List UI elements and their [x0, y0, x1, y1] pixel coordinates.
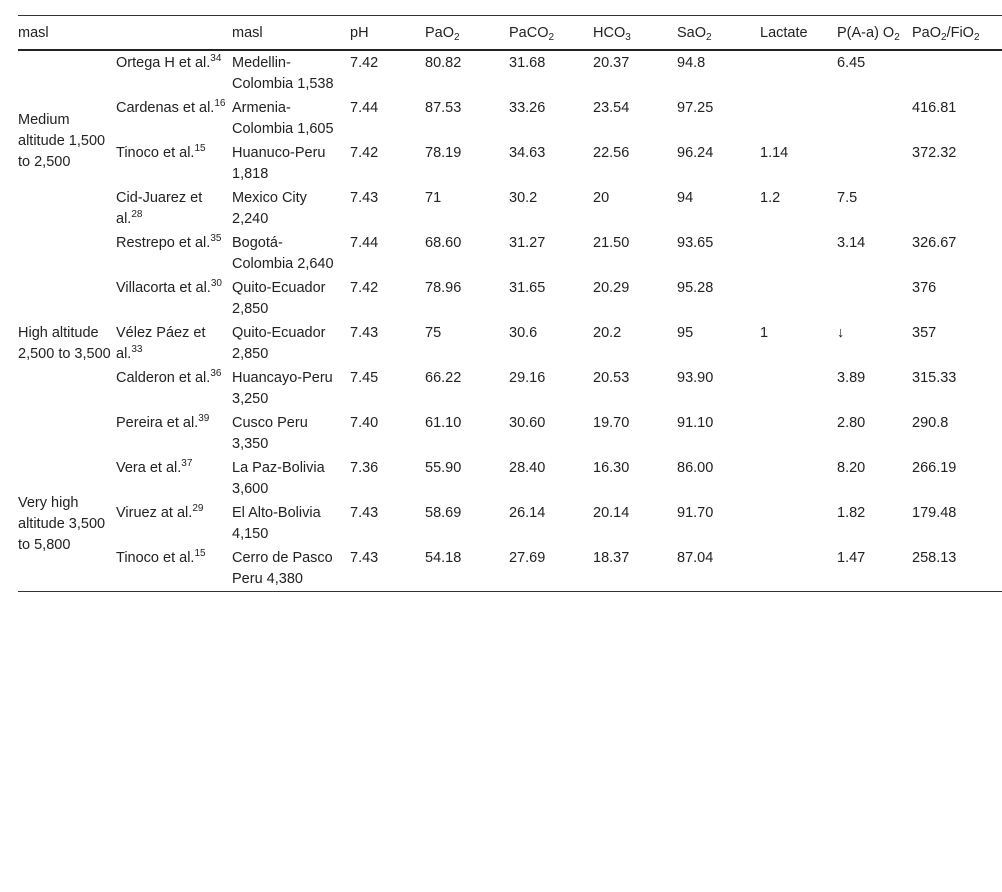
lactate-cell [754, 276, 831, 321]
table-row [18, 456, 1002, 501]
header-sao2: SaO$_2$ [677, 25, 712, 43]
study-cell: Ortega H et al.$^{34}$ [116, 53, 222, 71]
pao2-fio2-cell: 357 [912, 325, 937, 341]
lactate-cell [754, 366, 831, 411]
paa-o2-cell: 1.47 [837, 550, 866, 566]
pao2-fio2-cell [906, 50, 1002, 96]
paco2-cell: 29.16 [509, 370, 546, 386]
paa-o2-cell: 6.45 [837, 55, 866, 71]
ph-cell: 7.43 [350, 190, 379, 206]
paa-o2-cell: 8.20 [837, 460, 866, 476]
table-row [18, 366, 1002, 411]
header-hco3: $HCO_3$ [593, 25, 631, 43]
pao2-cell: 87.53 [425, 100, 462, 116]
sao2-cell: 87.04 [677, 550, 714, 566]
table-row [18, 501, 1002, 546]
lactate-cell [754, 50, 831, 96]
ph-cell: 7.44 [350, 100, 379, 116]
table-body [18, 50, 1002, 592]
paco2-cell: 31.68 [509, 55, 546, 71]
paco2-cell: 30.6 [509, 325, 538, 341]
hco3-cell: 20.53 [593, 370, 630, 386]
study-cell: Cid-Juarez et al.$^{28}$ [116, 190, 203, 227]
ph-cell: 7.42 [350, 55, 379, 71]
location-cell: Huanuco-Peru 1,818 [232, 145, 326, 182]
paco2-cell: 33.26 [509, 100, 546, 116]
group-high-altitude: High altitude 2,500 to 3,500 [18, 325, 111, 362]
pao2-cell: 54.18 [425, 550, 462, 566]
location-cell: Huancayo-Peru 3,250 [232, 370, 333, 407]
ph-cell: 7.43 [350, 325, 379, 341]
lactate-cell [754, 411, 831, 456]
header-lactate: Lactate [760, 25, 808, 41]
location-cell: Cerro de Pasco Peru 4,380 [232, 550, 333, 587]
ph-cell: 7.45 [350, 370, 379, 386]
lactate-cell [754, 456, 831, 501]
ph-cell: 7.43 [350, 550, 379, 566]
pao2-fio2-cell: 258.13 [912, 550, 957, 566]
study-cell: Viruez at al.$^{29}$ [116, 503, 204, 521]
pao2-cell: 78.96 [425, 280, 462, 296]
paa-o2-cell: 1.82 [837, 505, 866, 521]
paa-o2-cell: 3.14 [837, 235, 866, 251]
table-row [18, 141, 1002, 186]
pao2-cell: 78.19 [425, 145, 462, 161]
hco3-cell: 20.2 [593, 325, 622, 341]
study-cell: Pereira et al.$^{39}$ [116, 413, 210, 431]
pao2-fio2-cell: 315.33 [912, 370, 957, 386]
ph-cell: 7.44 [350, 235, 379, 251]
hco3-cell: 18.37 [593, 550, 630, 566]
pao2-fio2-cell [906, 186, 1002, 231]
pao2-fio2-cell: 179.48 [912, 505, 957, 521]
hco3-cell: 19.70 [593, 415, 630, 431]
ph-cell: 7.43 [350, 505, 379, 521]
location-cell: Quito-Ecuador 2,850 [232, 325, 326, 362]
paco2-cell: 31.27 [509, 235, 546, 251]
pao2-cell: 66.22 [425, 370, 462, 386]
paco2-cell: 34.63 [509, 145, 546, 161]
paa-o2-cell: 3.89 [837, 370, 866, 386]
study-cell: Cardenas et al.$^{16}$ [116, 98, 226, 116]
pao2-cell: 80.82 [425, 55, 462, 71]
sao2-cell: 86.00 [677, 460, 714, 476]
paco2-cell: 28.40 [509, 460, 546, 476]
study-cell: Vera et al.$^{37}$ [116, 458, 193, 476]
sao2-cell: 91.10 [677, 415, 714, 431]
lactate-cell: 1.14 [760, 145, 789, 161]
hco3-cell: 20.37 [593, 55, 630, 71]
lactate-cell: 1.2 [760, 190, 781, 206]
pao2-cell: 68.60 [425, 235, 462, 251]
hco3-cell: 22.56 [593, 145, 630, 161]
hco3-cell: 20.14 [593, 505, 630, 521]
table-row [18, 186, 1002, 231]
hco3-cell: 16.30 [593, 460, 630, 476]
header-study [116, 16, 226, 51]
study-cell: Tinoco et al.$^{15}$ [116, 548, 206, 566]
group-medium-altitude: Medium altitude 1,500 to 2,500 [18, 112, 106, 170]
header-paa-o2: P(A-a) $O_2$ [837, 25, 900, 43]
paco2-cell: 30.60 [509, 415, 546, 431]
pao2-fio2-cell: 372.32 [912, 145, 957, 161]
ph-cell: 7.36 [350, 460, 379, 476]
pao2-cell: 71 [425, 190, 442, 206]
study-cell: Calderon et al.$^{36}$ [116, 368, 222, 386]
pao2-cell: 58.69 [425, 505, 462, 521]
ph-cell: 7.42 [350, 145, 379, 161]
hco3-cell: 20 [593, 190, 610, 206]
sao2-cell: 97.25 [677, 100, 714, 116]
altitude-blood-gas-table [18, 15, 1002, 592]
location-cell: Mexico City 2,240 [232, 190, 307, 227]
paa-o2-cell: 7.5 [837, 190, 858, 206]
lactate-cell [754, 96, 831, 141]
pao2-cell: 55.90 [425, 460, 462, 476]
pao2-cell: 61.10 [425, 415, 462, 431]
sao2-cell: 93.65 [677, 235, 714, 251]
hco3-cell: 21.50 [593, 235, 630, 251]
study-cell: Tinoco et al.$^{15}$ [116, 143, 206, 161]
sao2-cell: 91.70 [677, 505, 714, 521]
table-row [18, 96, 1002, 141]
table-row [18, 276, 1002, 321]
study-cell: Vélez Páez et al.$^{33}$ [116, 325, 206, 362]
paa-o2-cell [831, 141, 906, 186]
location-cell: Cusco Peru 3,350 [232, 415, 308, 452]
ph-cell: 7.40 [350, 415, 379, 431]
paa-o2-cell [831, 276, 906, 321]
paa-o2-cell: 2.80 [837, 415, 866, 431]
table-row [18, 231, 1002, 276]
hco3-cell: 20.29 [593, 280, 630, 296]
table-row [18, 321, 1002, 366]
location-cell: La Paz-Bolivia 3,600 [232, 460, 325, 497]
location-cell: Armenia-Colombia 1,605 [232, 100, 334, 137]
sao2-cell: 93.90 [677, 370, 714, 386]
pao2-fio2-cell: 326.67 [912, 235, 957, 251]
location-cell: Medellin-Colombia 1,538 [232, 55, 334, 92]
pao2-cell: 75 [425, 325, 442, 341]
pao2-fio2-cell: 290.8 [912, 415, 949, 431]
lactate-cell [754, 231, 831, 276]
study-cell: Villacorta et al.$^{30}$ [116, 278, 222, 296]
sao2-cell: 94.8 [677, 55, 706, 71]
group-very-high-altitude: Very high altitude 3,500 to 5,800 [18, 494, 106, 553]
ph-cell: 7.42 [350, 280, 379, 296]
sao2-cell: 95.28 [677, 280, 714, 296]
sao2-cell: 94 [677, 190, 694, 206]
header-row [18, 16, 1002, 51]
pao2-fio2-cell: 266.19 [912, 460, 957, 476]
lactate-cell: 1 [760, 325, 769, 341]
header-paco2: PaCO$_2$ [509, 25, 555, 43]
table-row [18, 411, 1002, 456]
header-location-masl: masl [232, 25, 263, 41]
lactate-cell [754, 501, 831, 546]
paco2-cell: 26.14 [509, 505, 546, 521]
sao2-cell: 95 [677, 325, 694, 341]
header-masl: masl [18, 25, 49, 41]
paa-o2-cell: ↓ [837, 325, 845, 341]
table-row [18, 546, 1002, 592]
location-cell: Bogotá-Colombia 2,640 [232, 235, 334, 272]
header-ph: pH [350, 25, 369, 41]
pao2-fio2-cell: 376 [912, 280, 937, 296]
paco2-cell: 27.69 [509, 550, 546, 566]
header-pao2-fio2: PaO$_2$/FiO$_2$ [912, 25, 980, 43]
paco2-cell: 30.2 [509, 190, 538, 206]
sao2-cell: 96.24 [677, 145, 714, 161]
header-pao2: PaO$_2$ [425, 25, 460, 43]
study-cell: Restrepo et al.$^{35}$ [116, 233, 222, 251]
pao2-fio2-cell: 416.81 [912, 100, 957, 116]
location-cell: Quito-Ecuador 2,850 [232, 280, 326, 317]
lactate-cell [754, 546, 831, 592]
location-cell: El Alto-Bolivia 4,150 [232, 505, 321, 542]
table-row [18, 50, 1002, 96]
hco3-cell: 23.54 [593, 100, 630, 116]
paco2-cell: 31.65 [509, 280, 546, 296]
paa-o2-cell [831, 96, 906, 141]
